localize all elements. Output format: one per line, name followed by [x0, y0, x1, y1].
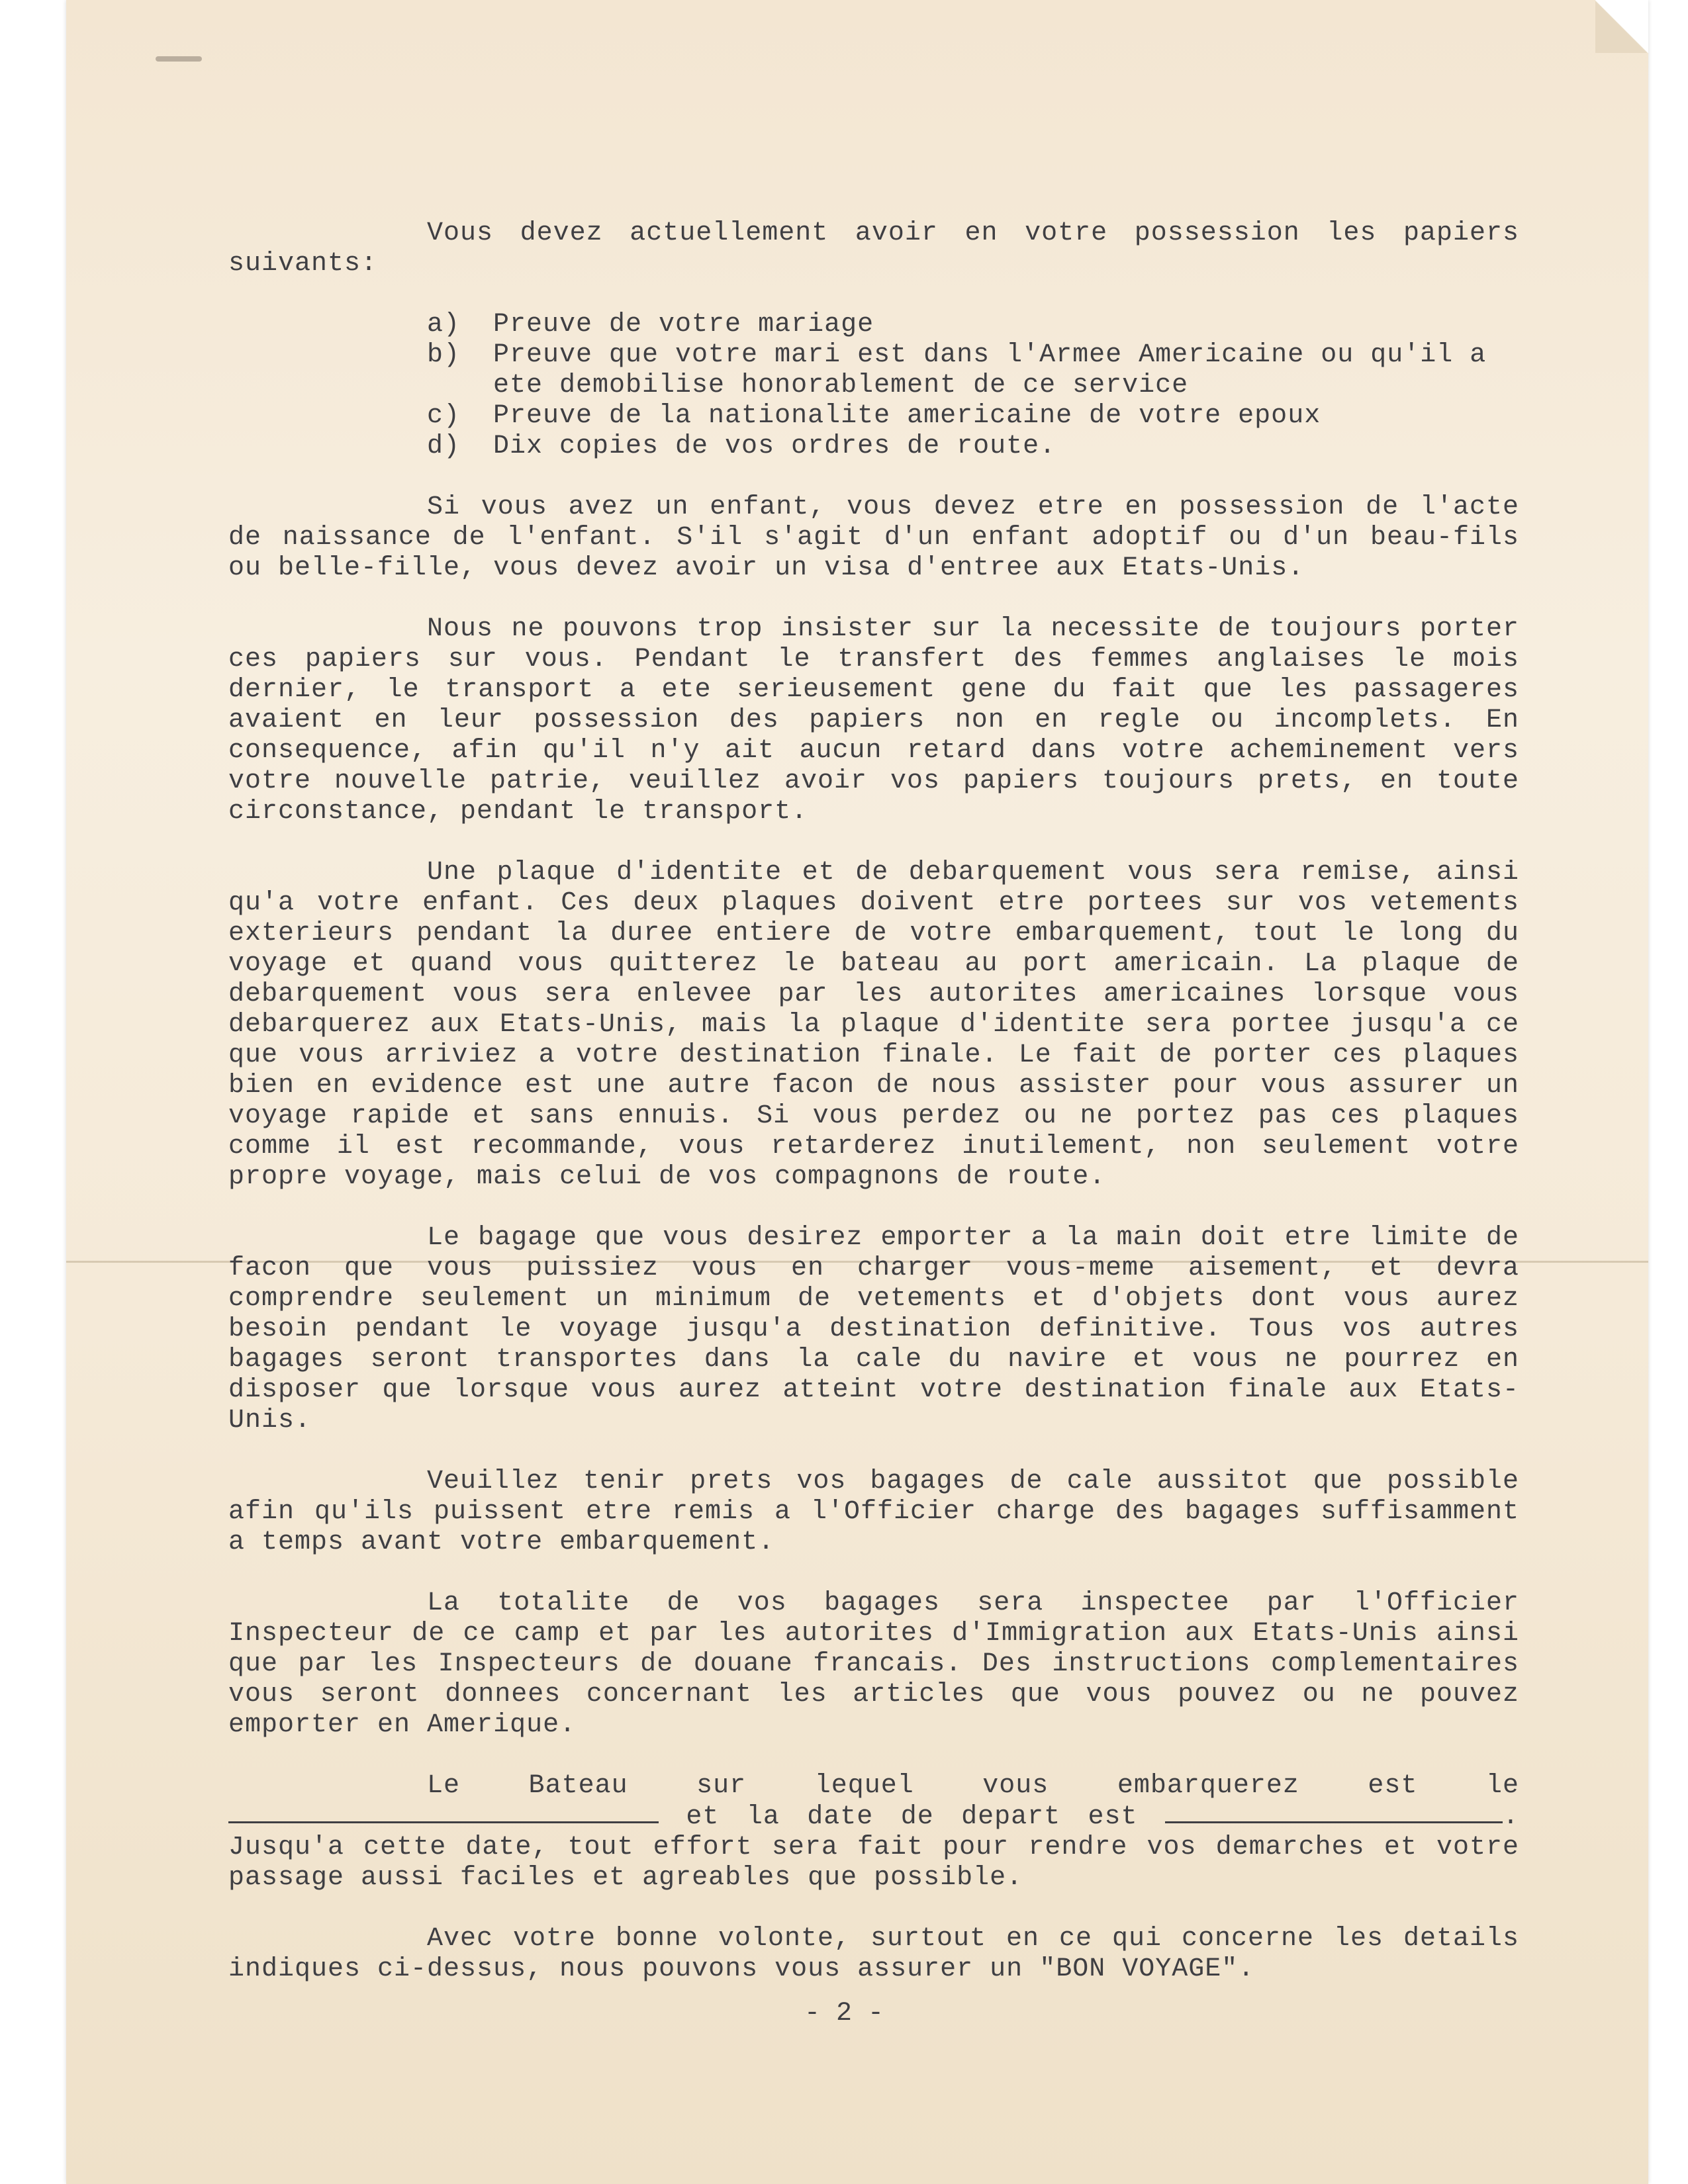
- ship-text-b: et la date de depart est: [686, 1802, 1138, 1832]
- list-text: Preuve que votre mari est dans l'Armee Americaine ou qu'il a ete demobilise honorablement de ce service: [493, 340, 1487, 400]
- list-item: [427, 310, 1519, 340]
- intro-paragraph: Vous devez actuellement avoir en votre possession les papiers suivants:: [228, 218, 1519, 279]
- papers-list: [427, 310, 1519, 462]
- list-text: Preuve de votre mariage: [493, 310, 874, 340]
- list-text: Preuve de la nationalite americaine de votre epoux: [493, 401, 1321, 431]
- inspection-paragraph: La totalite de vos bagages sera inspectee par l'Officier Inspecteur de ce camp et par les autorites d'Immigration aux Etats-Unis ainsi que par les Inspecteurs de douane francais. Des instructions complementaires vous seront donnees concernant les articles que vous pouvez ou ne pouvez emporter en Amerique.: [228, 1588, 1519, 1740]
- pencil-mark: [156, 56, 202, 62]
- list-item: [427, 340, 1519, 401]
- ship-text-a: Le Bateau sur lequel vous embarquerez est le: [427, 1771, 1519, 1801]
- list-key: d): [427, 432, 461, 461]
- letter-body: [228, 218, 1519, 2015]
- list-text: Dix copies de vos ordres de route.: [493, 432, 1056, 461]
- page-number: - 2 -: [804, 1999, 884, 2028]
- ship-name-blank: [228, 1801, 659, 1823]
- papers-paragraph: Nous ne pouvons trop insister sur la necessite de toujours porter ces papiers sur vous. Pendant le transfert des femmes anglaises le mois dernier, le transport a ete serieusement gene du fait que les passageres avaient en leur possession des papiers non en regle ou incomplets. En consequence, afin qu'il n'y ait aucun retard dans votre acheminement vers votre nouvelle patrie, veuillez avoir vos papiers toujours prets, en toute circonstance, pendant le transport.: [228, 614, 1519, 827]
- ship-paragraph: [228, 1771, 1519, 1893]
- list-key: b): [427, 340, 461, 370]
- list-item: [427, 401, 1519, 432]
- closing-paragraph: Avec votre bonne volonte, surtout en ce qui concerne les details indiques ci-dessus, nous pouvons vous assurer un "BON VOYAGE".: [228, 1924, 1519, 1984]
- departure-date-blank: [1165, 1801, 1503, 1823]
- list-key: a): [427, 310, 461, 340]
- list-key: c): [427, 401, 461, 431]
- list-item: [427, 432, 1519, 462]
- tag-paragraph: Une plaque d'identite et de debarquement vous sera remise, ainsi qu'a votre enfant. Ces deux plaques doivent etre portees sur vos vetements exterieurs pendant la duree entiere de votre embarquement, tout le long du voyage et quand vous quitterez le bateau au port americain. La plaque de debarquement vous sera enlevee par les autorites americaines lorsque vous debarquerez aux Etats-Unis, mais la plaque d'identite sera portee jusqu'a ce que vous arriviez a votre destination finale. Le fait de porter ces plaques bien en evidence est une autre facon de nous assister pour vous assurer un voyage rapide et sans ennuis. Si vous perdez ou ne portez pas ces plaques comme il est recommande, vous retarderez inutilement, non seulement votre propre voyage, mais celui de vos compagnons de route.: [228, 858, 1519, 1192]
- child-paragraph: Si vous avez un enfant, vous devez etre en possession de l'acte de naissance de l'enfant. S'il s'agit d'un enfant adoptif ou d'un beau-fils ou belle-fille, vous devez avoir un visa d'entree aux Etats-Unis.: [228, 492, 1519, 583]
- ship-text-c: . Jusqu'a cette date, tout effort sera fait pour rendre vos demarches et votre passage aussi faciles et agreables que possible.: [228, 1802, 1519, 1893]
- hold-luggage-paragraph: Veuillez tenir prets vos bagages de cale aussitot que possible afin qu'ils puissent etre remis a l'Officier charge des bagages suffisamment a temps avant votre embarquement.: [228, 1467, 1519, 1557]
- hand-luggage-paragraph: Le bagage que vous desirez emporter a la main doit etre limite de facon que vous puissiez vous en charger vous-meme aisement, et devra comprendre seulement un minimum de vetements et d'objets dont vous aurez besoin pendant le voyage jusqu'a destination definitive. Tous vos autres bagages seront transportes dans la cale du navire et vous ne pourrez en disposer que lorsque vous aurez atteint votre destination finale aux Etats-Unis.: [228, 1223, 1519, 1435]
- folded-corner: [1595, 0, 1648, 53]
